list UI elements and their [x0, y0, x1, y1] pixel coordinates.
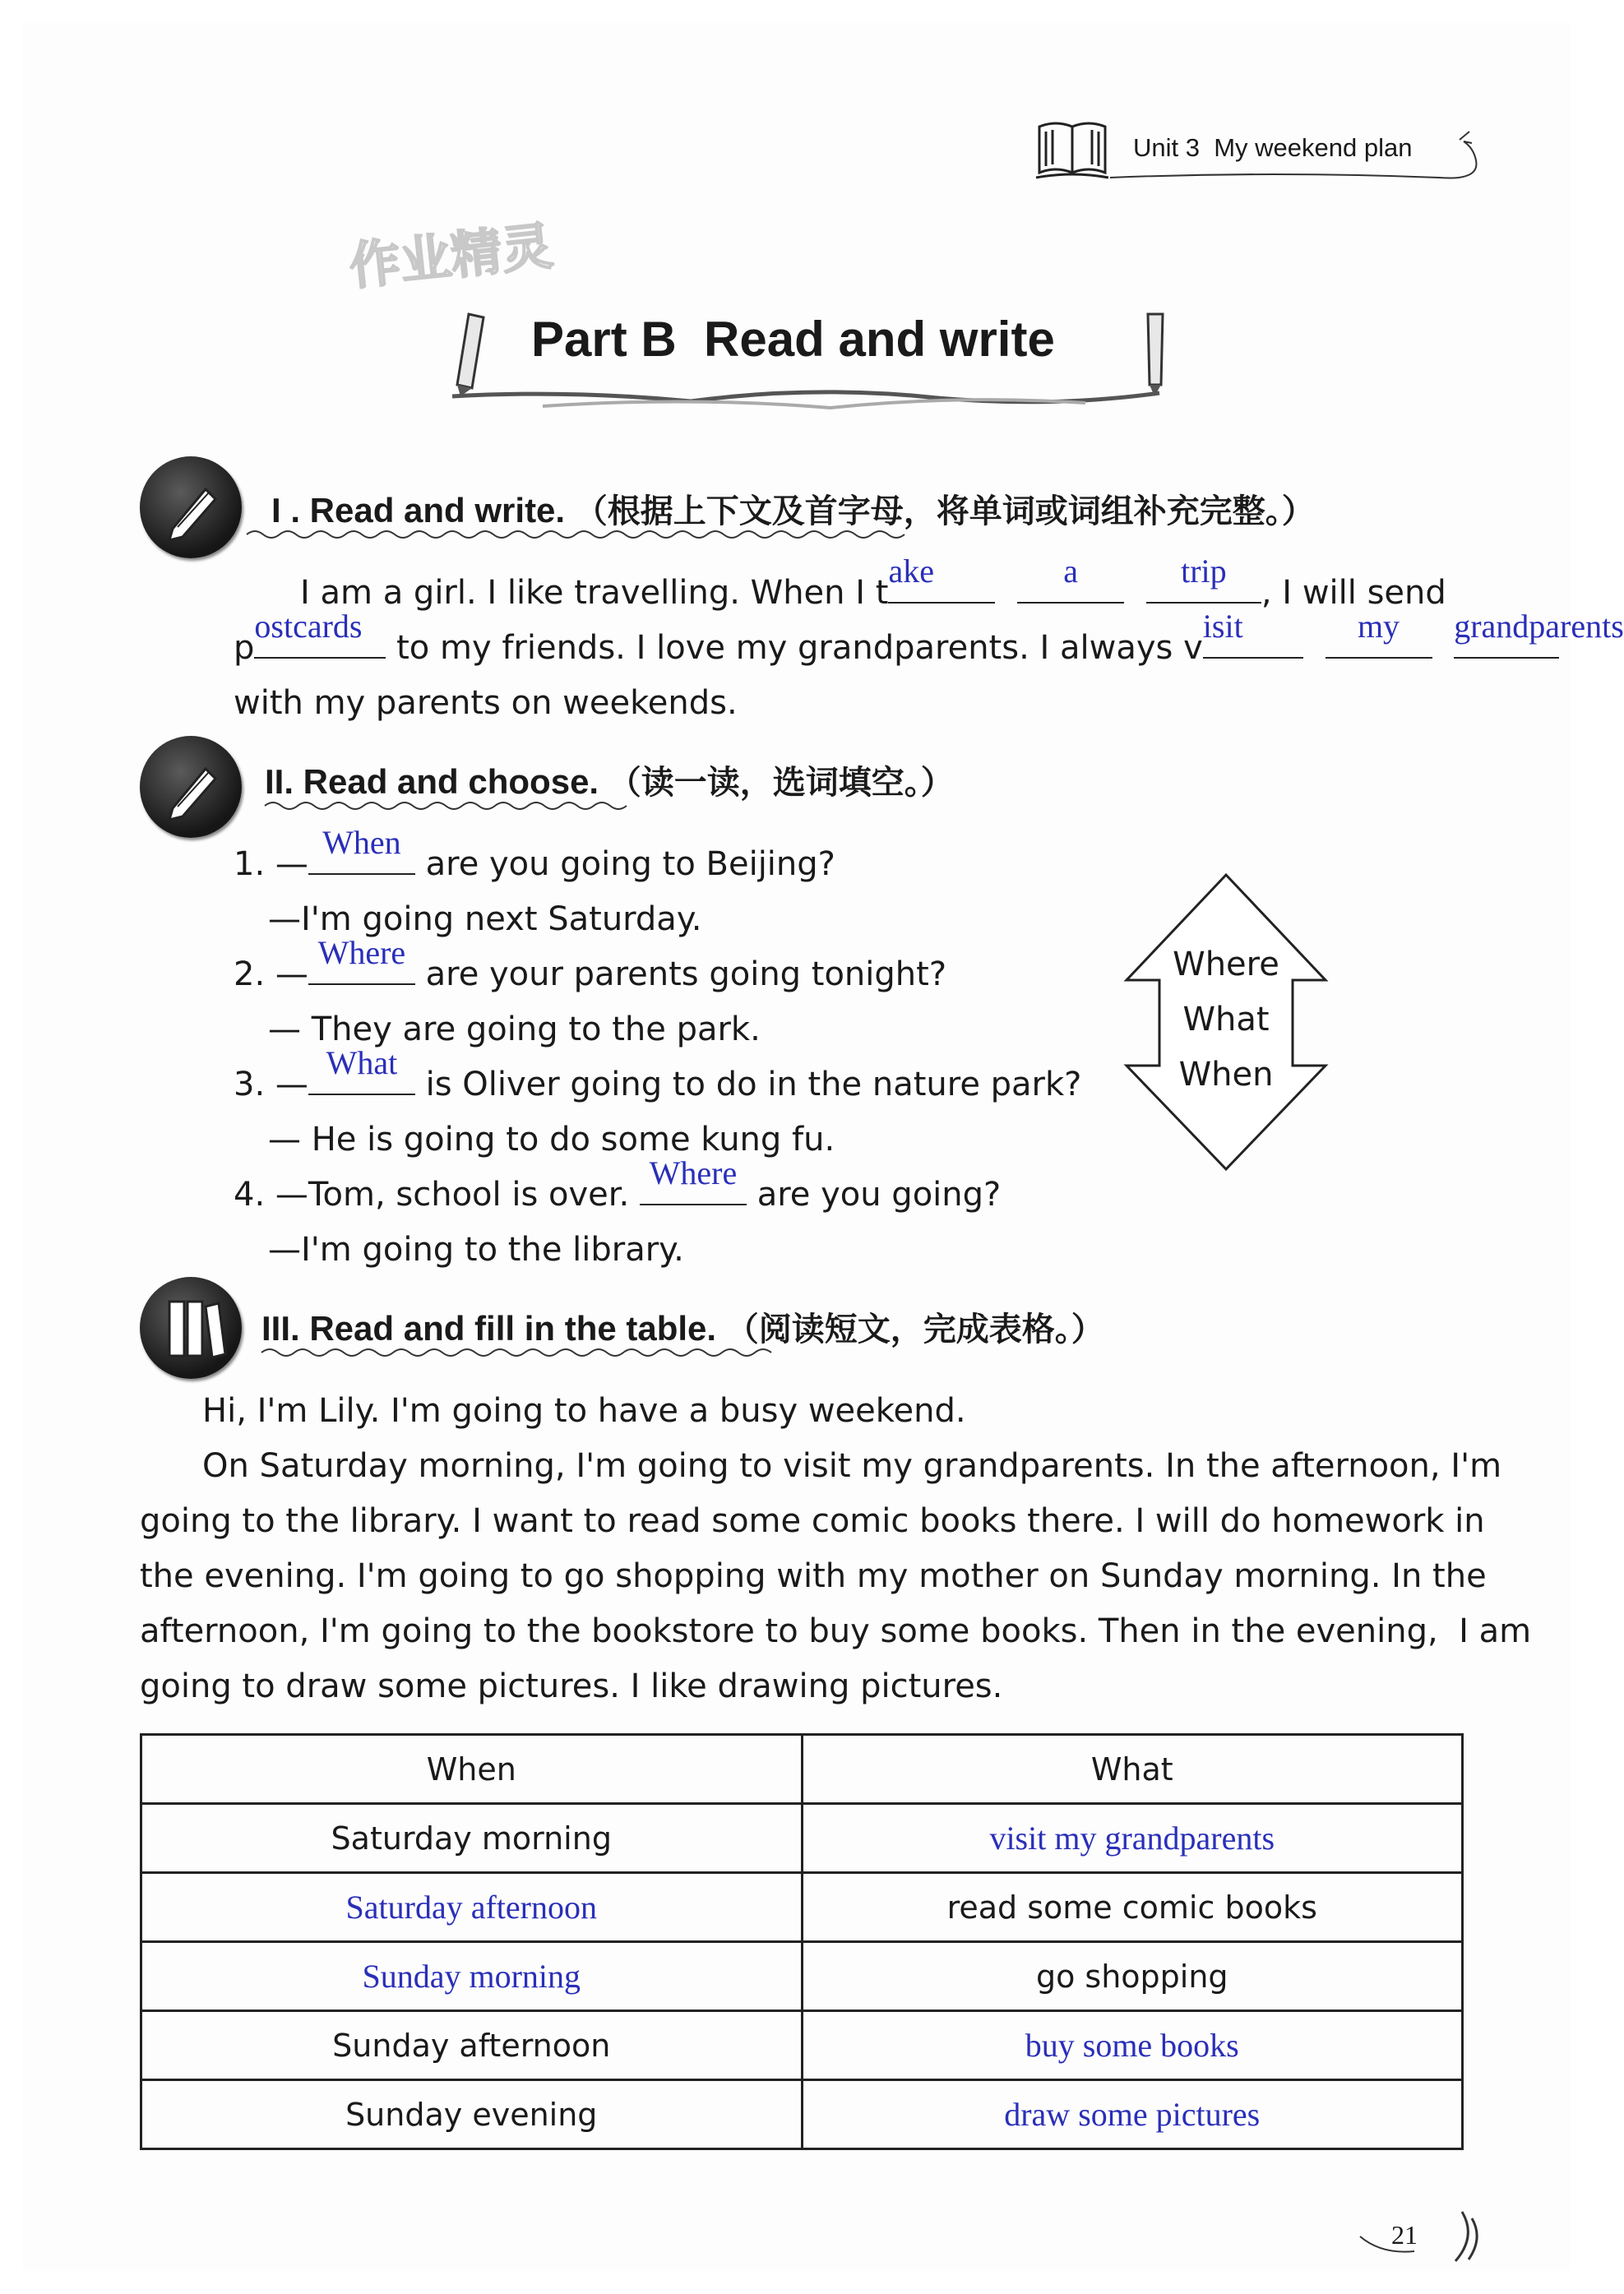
cell-what: go shopping	[802, 1942, 1463, 2011]
header-swoosh	[1028, 123, 1488, 197]
s1-text-a: I am a girl. I like travelling. When I t	[300, 574, 889, 612]
q2-reply: — They are going to the park.	[268, 1011, 761, 1048]
blank-a[interactable]	[1017, 553, 1124, 604]
page-number: 21	[1391, 2220, 1418, 2250]
section1-instruction: （根据上下文及首字母，将单词或词组补充完整。）	[574, 493, 1315, 530]
question-1	[234, 824, 835, 892]
blank-q2[interactable]	[308, 934, 415, 985]
section2-title	[265, 756, 954, 803]
wordbox-word: When	[1178, 1056, 1274, 1094]
table-row	[141, 2011, 1463, 2080]
section2-instruction: （读一读，选词填空。）	[608, 765, 954, 801]
s1-text-e: with my parents on weekends.	[234, 684, 738, 722]
answer-postcards: ostcards	[254, 608, 363, 645]
q3-reply: — He is going to do some kung fu.	[268, 1121, 835, 1159]
cell-when[interactable]: Sunday morning	[141, 1942, 803, 2011]
section1-wave	[247, 526, 1381, 543]
cell-when[interactable]: Saturday afternoon	[141, 1873, 803, 1942]
watermark: 作业精灵	[346, 215, 556, 297]
cell-when: Saturday morning	[141, 1804, 803, 1873]
section3-wave	[261, 1344, 788, 1361]
section3-instruction: （阅读短文，完成表格。）	[725, 1311, 1104, 1348]
answer-a: a	[1063, 553, 1079, 590]
section1-title	[271, 485, 1315, 532]
wordbox-word: What	[1182, 1001, 1270, 1038]
part-title: Part B Read and write	[531, 312, 1055, 367]
answer-take: ake	[888, 553, 934, 590]
unit-title: My weekend plan	[1214, 133, 1413, 162]
cell-what[interactable]: buy some books	[802, 2011, 1463, 2080]
blank-visit[interactable]	[1202, 608, 1303, 659]
section3-label: III. Read and fill in the table.	[261, 1309, 717, 1348]
cell-what[interactable]: draw some pictures	[802, 2080, 1463, 2149]
passage-line: going to the library. I want to read some comic books there. I will do homework in	[140, 1502, 1485, 1540]
blank-q4[interactable]	[640, 1154, 747, 1205]
table-row	[141, 2080, 1463, 2149]
cell-when: Sunday afternoon	[141, 2011, 803, 2080]
q4-answer: Where	[649, 1154, 738, 1191]
q3-num: 3. —	[234, 1066, 308, 1103]
q3-answer: What	[326, 1044, 398, 1081]
header-when: When	[141, 1735, 803, 1804]
blank-grandparents[interactable]	[1454, 608, 1624, 659]
header-what: What	[802, 1735, 1463, 1804]
blank-take[interactable]	[888, 553, 995, 604]
table-row	[141, 1873, 1463, 1942]
question-3	[234, 1044, 1082, 1112]
q4-text: are you going?	[756, 1176, 1002, 1214]
q2-num: 2. —	[234, 955, 308, 993]
s1-text-d: to my friends. I love my grandparents. I always v	[396, 629, 1203, 667]
blank-my[interactable]	[1326, 608, 1432, 659]
answer-my: my	[1357, 608, 1400, 645]
pencil-section-icon	[140, 736, 242, 838]
q1-text: are you going to Beijing?	[425, 845, 835, 883]
passage-line: On Saturday morning, I'm going to visit my grandparents. In the afternoon, I'm	[202, 1447, 1502, 1485]
q1-reply: —I'm going next Saturday.	[268, 900, 702, 938]
q1-num: 1. —	[234, 845, 308, 883]
answer-trip: trip	[1181, 553, 1227, 590]
table-header-row	[141, 1735, 1463, 1804]
section3-title	[261, 1303, 1104, 1350]
passage-line: afternoon, I'm going to the bookstore to buy some books. Then in the evening, I am	[140, 1612, 1532, 1650]
blank-q3[interactable]	[308, 1044, 415, 1095]
q3-text: is Oliver going to do in the nature park?	[425, 1066, 1082, 1103]
cell-when: Sunday evening	[141, 2080, 803, 2149]
pencil-section-icon	[140, 456, 242, 558]
books-section-icon	[140, 1277, 242, 1379]
q4-num: 4. —Tom, school is over.	[234, 1176, 630, 1214]
answer-grandparents: grandparents	[1454, 608, 1624, 645]
s1-text-b: , I will send	[1261, 574, 1446, 612]
schedule-table	[140, 1733, 1464, 2150]
cell-what: read some comic books	[802, 1873, 1463, 1942]
q1-answer: When	[322, 824, 401, 861]
table-body	[141, 1804, 1463, 2149]
cell-what[interactable]: visit my grandparents	[802, 1804, 1463, 1873]
q2-text: are your parents going tonight?	[425, 955, 947, 993]
section1-label: I . Read and write.	[271, 491, 566, 530]
unit-label: Unit 3	[1133, 133, 1200, 162]
passage-line: Hi, I'm Lily. I'm going to have a busy weekend.	[202, 1392, 966, 1430]
question-4	[234, 1154, 1002, 1223]
table-row	[141, 1804, 1463, 1873]
table-row	[141, 1942, 1463, 2011]
s1-text-c: p	[234, 629, 255, 667]
passage-line: going to draw some pictures. I like drawing pictures.	[140, 1667, 1003, 1705]
section1-line2	[234, 608, 1624, 676]
title-underline	[444, 378, 1168, 419]
question-2	[234, 934, 947, 1002]
blank-q1[interactable]	[308, 824, 415, 875]
wordbox-word: Where	[1173, 946, 1279, 983]
page-number-swirl	[1357, 2204, 1488, 2269]
q2-answer: Where	[317, 934, 406, 971]
section2-label: II. Read and choose.	[265, 762, 599, 801]
blank-postcards[interactable]	[254, 608, 386, 659]
section2-wave	[265, 798, 643, 814]
answer-visit: isit	[1202, 608, 1243, 645]
q4-reply: —I'm going to the library.	[268, 1231, 684, 1269]
passage-line: the evening. I'm going to go shopping with my mother on Sunday morning. In the	[140, 1557, 1487, 1595]
